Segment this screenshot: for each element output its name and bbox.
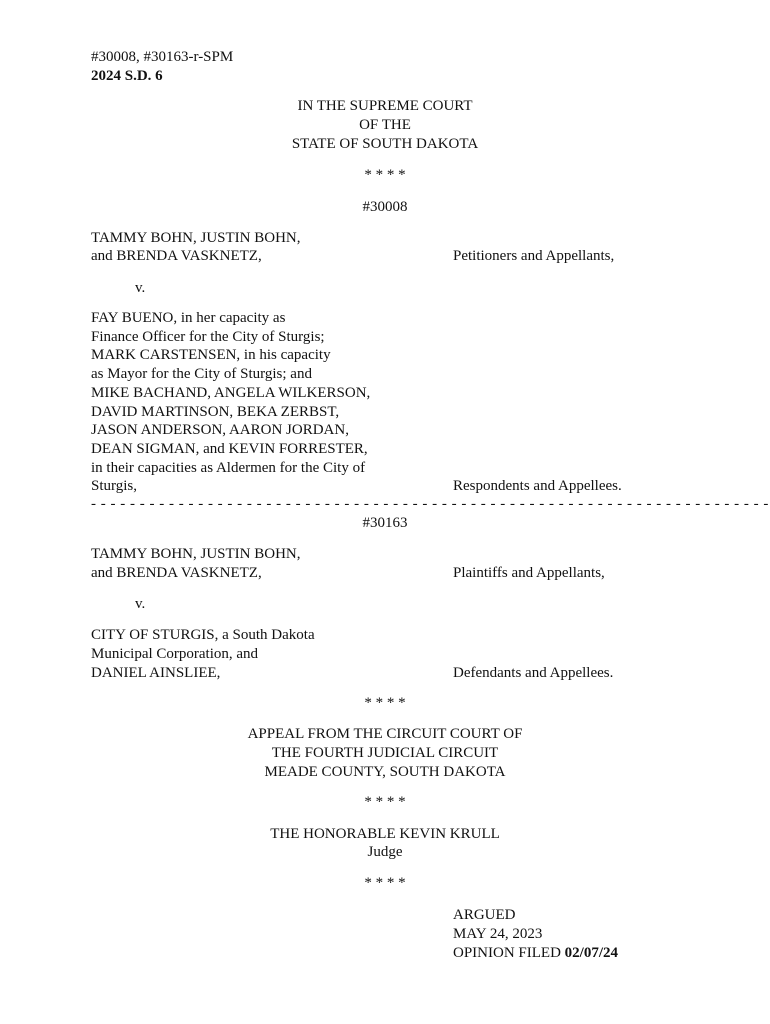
case-number-2: #30163 (362, 515, 408, 531)
opinion-filed-label: OPINION FILED (453, 945, 565, 961)
respondent-line: DAVID MARTINSON, BEKA ZERBST, (91, 403, 340, 420)
docket-number: #30008, #30163-r-SPM (91, 49, 234, 65)
versus-2: v. (135, 596, 146, 612)
respondent-line: as Mayor for the City of Sturgis; and (91, 366, 312, 383)
plaintiffs-line-2: and BRENDA VASKNETZ, (91, 565, 262, 581)
respondent-line: JASON ANDERSON, AARON JORDAN, (91, 422, 349, 439)
separator: * * * * (364, 875, 406, 891)
appeal-line-2: THE FOURTH JUDICIAL CIRCUIT (271, 745, 499, 761)
separator: * * * * (364, 167, 406, 183)
court-line-3: STATE OF SOUTH DAKOTA (291, 136, 479, 152)
defendant-line: CITY OF STURGIS, a South Dakota (91, 627, 315, 643)
case-divider: - - - - - - - - - - - - - - - - - - - - - - - - - - - - - - - - - - - - - - - - - - - - - - - - - - - - - - - - - - - - - - - - - - - - - - (91, 496, 769, 512)
appeal-line-1: APPEAL FROM THE CIRCUIT COURT OF (247, 726, 523, 742)
court-line-1: IN THE SUPREME COURT (297, 98, 473, 114)
opinion-filed (453, 944, 618, 963)
plaintiffs-line-1: TAMMY BOHN, JUSTIN BOHN, (91, 546, 301, 562)
citation: 2024 S.D. 6 (91, 68, 163, 84)
petitioners-line-1: TAMMY BOHN, JUSTIN BOHN, (91, 230, 301, 246)
respondent-line: in their capacities as Aldermen for the City of (91, 459, 366, 476)
respondent-line: MARK CARSTENSEN, in his capacity (91, 347, 331, 364)
versus-1: v. (135, 280, 146, 296)
judge-name: THE HONORABLE KEVIN KRULL (270, 826, 500, 842)
opinion-filed-date: 02/07/24 (564, 945, 619, 961)
defendants-role: Defendants and Appellees. (453, 665, 614, 681)
separator: * * * * (364, 794, 406, 810)
defendant-line: DANIEL AINSLIEE, (91, 665, 221, 681)
respondent-line: Finance Officer for the City of Sturgis; (91, 328, 325, 345)
judge-title: Judge (367, 844, 403, 860)
defendant-line: Municipal Corporation, and (91, 646, 259, 662)
respondents-role: Respondents and Appellees. (453, 478, 622, 494)
respondent-line: MIKE BACHAND, ANGELA WILKERSON, (91, 384, 371, 401)
argued-label: ARGUED (453, 907, 516, 923)
appeal-line-3: MEADE COUNTY, SOUTH DAKOTA (264, 764, 506, 780)
respondent-line: DEAN SIGMAN, and KEVIN FORRESTER, (91, 440, 368, 457)
separator: * * * * (364, 695, 406, 711)
respondent-line: Sturgis, (91, 478, 137, 495)
petitioners-role: Petitioners and Appellants, (453, 248, 615, 264)
case-number-1: #30008 (362, 199, 408, 215)
respondent-line: FAY BUENO, in her capacity as (91, 310, 286, 326)
court-line-2: OF THE (359, 117, 411, 133)
plaintiffs-role: Plaintiffs and Appellants, (453, 565, 605, 581)
petitioners-line-2: and BRENDA VASKNETZ, (91, 248, 262, 264)
argued-date: MAY 24, 2023 (453, 926, 543, 942)
